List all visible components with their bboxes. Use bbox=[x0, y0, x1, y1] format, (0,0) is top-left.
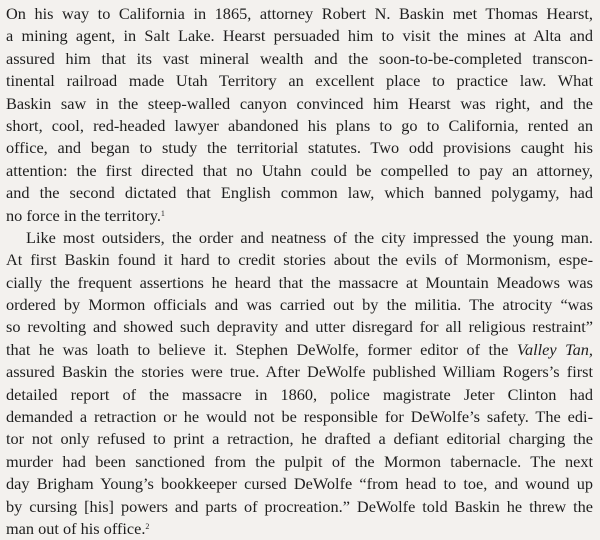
text-line: a mining agent, in Salt Lake. Hearst persuaded him to visit the mines at Alta and bbox=[6, 26, 593, 46]
text-line-content: no force in the territory. bbox=[6, 205, 161, 225]
text-line: assured him that its vast mineral wealth and the soon-to-be-completed transcon- bbox=[6, 48, 593, 68]
text-line: so revolting and showed such depravity and utter disregard for all religious restraint” bbox=[6, 317, 593, 337]
text-line: At first Baskin found it hard to credit stories about the evils of Mormonism, espe- bbox=[6, 250, 593, 270]
text-line-content: that he was loath to believe it. Stephen DeWolfe, former editor of the bbox=[6, 339, 517, 359]
text-line: detailed report of the massacre in 1860, police magistrate Jeter Clinton had bbox=[6, 384, 593, 404]
text-line: assured Baskin the stories were true. After DeWolfe published William Rogers’s first bbox=[6, 362, 593, 382]
text-line: tinental railroad made Utah Territory an excellent place to practice law. What bbox=[6, 71, 593, 91]
paragraph-1 bbox=[6, 3, 593, 227]
text-line: attention: the first directed that no Utahn could be compelled to pay an attorney, bbox=[6, 160, 593, 180]
text-line: and the second dictated that English common law, which banned polygamy, had bbox=[6, 183, 593, 203]
footnote-marker: 2 bbox=[145, 521, 150, 531]
text-line: short, cool, red-headed lawyer abandoned his plans to go to California, rented an bbox=[6, 115, 593, 135]
text-line: office, and began to study the territorial statutes. Two odd provisions caught his bbox=[6, 138, 593, 158]
text-line: ordered by Mormon officials and was carried out by the militia. The atrocity “was bbox=[6, 295, 593, 315]
text-line: by cursing [his] powers and parts of procreation.” DeWolfe told Baskin he threw the bbox=[6, 496, 593, 516]
text-line: tor not only refused to print a retraction, he drafted a defiant editorial charging the bbox=[6, 429, 593, 449]
text-line: Baskin saw in the steep-walled canyon convinced him Hearst was right, and the bbox=[6, 93, 593, 113]
text-line: On his way to California in 1865, attorney Robert N. Baskin met Thomas Hearst, bbox=[6, 4, 593, 23]
text-line: murder had been sanctioned from the pulpit of the Mormon tabernacle. The next bbox=[6, 451, 593, 471]
document-page bbox=[6, 3, 593, 540]
text-line: demanded a retraction or he would not be responsible for DeWolfe’s safety. The edi- bbox=[6, 407, 593, 427]
text-line: Like most outsiders, the order and neatness of the city impressed the young man. bbox=[26, 227, 593, 247]
paragraph-2 bbox=[6, 227, 593, 540]
italic-title: Valley Tan, bbox=[516, 339, 593, 359]
text-line bbox=[6, 339, 593, 361]
text-line bbox=[6, 518, 593, 540]
footnote-marker: 1 bbox=[160, 208, 165, 218]
text-line: day Brigham Young’s bookkeeper cursed DeWolfe “from head to toe, and wound up bbox=[6, 474, 593, 494]
text-line-content: man out of his office. bbox=[6, 518, 146, 538]
text-line: cially the frequent assertions he heard that the massacre at Mountain Meadows was bbox=[6, 272, 593, 292]
text-line bbox=[6, 205, 593, 227]
